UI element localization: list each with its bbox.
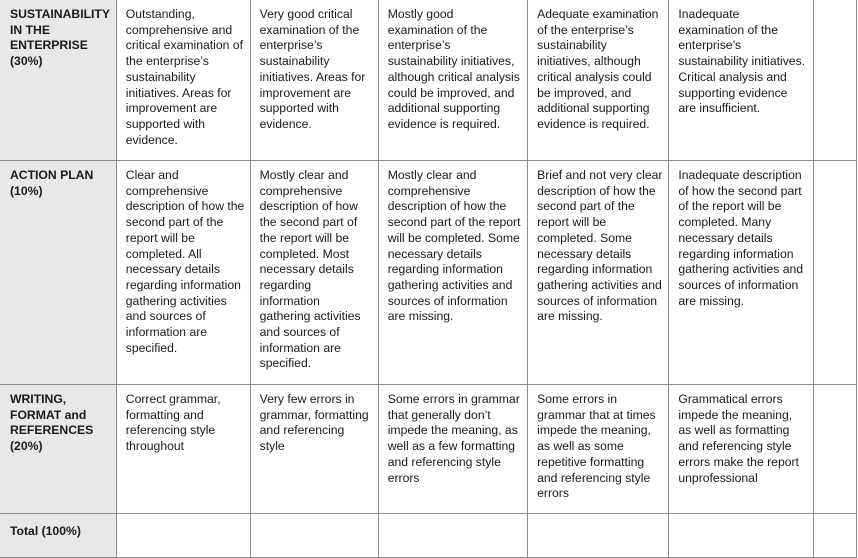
level-cell: Inadequate description of how the second part of the report will be completed. Many necessary details regarding information gathering activities and sources of information are missing.: [669, 161, 813, 385]
score-cell: [813, 385, 856, 514]
level-cell: Correct grammar, formatting and referencing style throughout: [116, 385, 250, 514]
level-cell: Outstanding, comprehensive and critical examination of the enterprise’s sustainability initiatives. Areas for improvement are supported with evidence.: [116, 0, 250, 161]
total-cell: [669, 514, 813, 558]
level-cell: Adequate examination of the enterprise’s sustainability initiatives, although critical analysis could be improved, and additional supporting evidence is required.: [528, 0, 669, 161]
level-cell: Some errors in grammar that at times impede the meaning, as well as some repetitive formatting and referencing style errors: [528, 385, 669, 514]
level-cell: Some errors in grammar that generally don’t impede the meaning, as well as a few formatting and referencing style errors: [378, 385, 527, 514]
level-cell: Inadequate examination of the enterprise’s sustainability initiatives. Critical analysis and supporting evidence are insufficient.: [669, 0, 813, 161]
criterion-sustainability: SUSTAINABILITY IN THE ENTERPRISE (30%): [0, 0, 116, 161]
level-cell: Clear and comprehensive description of how the second part of the report will be completed. All necessary details regarding information gathering activities and sources of information are specified.: [116, 161, 250, 385]
total-cell: [528, 514, 669, 558]
rubric-row-sustainability: [0, 0, 857, 161]
score-cell: [813, 161, 856, 385]
level-cell: Mostly clear and comprehensive description of how the second part of the report will be completed. Some necessary details regarding information gathering activities and sources of information are missing.: [378, 161, 527, 385]
total-cell: [813, 514, 856, 558]
rubric-row-action-plan: [0, 161, 857, 385]
level-cell: Grammatical errors impede the meaning, as well as formatting and referencing style errors make the report unprofessional: [669, 385, 813, 514]
criterion-total: Total (100%): [0, 514, 116, 558]
level-cell: Mostly good examination of the enterprise’s sustainability initiatives, although critical analysis could be improved, and additional supporting evidence is required.: [378, 0, 527, 161]
level-cell: Very good critical examination of the enterprise’s sustainability initiatives. Areas for improvement are supported with evidence.: [250, 0, 378, 161]
rubric-row-total: [0, 514, 857, 558]
level-cell: Brief and not very clear description of how the second part of the report will be completed. Some necessary details regarding information gathering activities and sources of information are missing.: [528, 161, 669, 385]
criterion-action-plan: ACTION PLAN (10%): [0, 161, 116, 385]
total-cell: [250, 514, 378, 558]
criterion-writing: WRITING, FORMAT and REFERENCES (20%): [0, 385, 116, 514]
score-cell: [813, 0, 856, 161]
level-cell: Mostly clear and comprehensive description of how the second part of the report will be completed. Most necessary details regarding information gathering activities and sources of information are specified.: [250, 161, 378, 385]
level-cell: Very few errors in grammar, formatting and referencing style: [250, 385, 378, 514]
total-cell: [116, 514, 250, 558]
rubric-row-writing: [0, 385, 857, 514]
total-cell: [378, 514, 527, 558]
